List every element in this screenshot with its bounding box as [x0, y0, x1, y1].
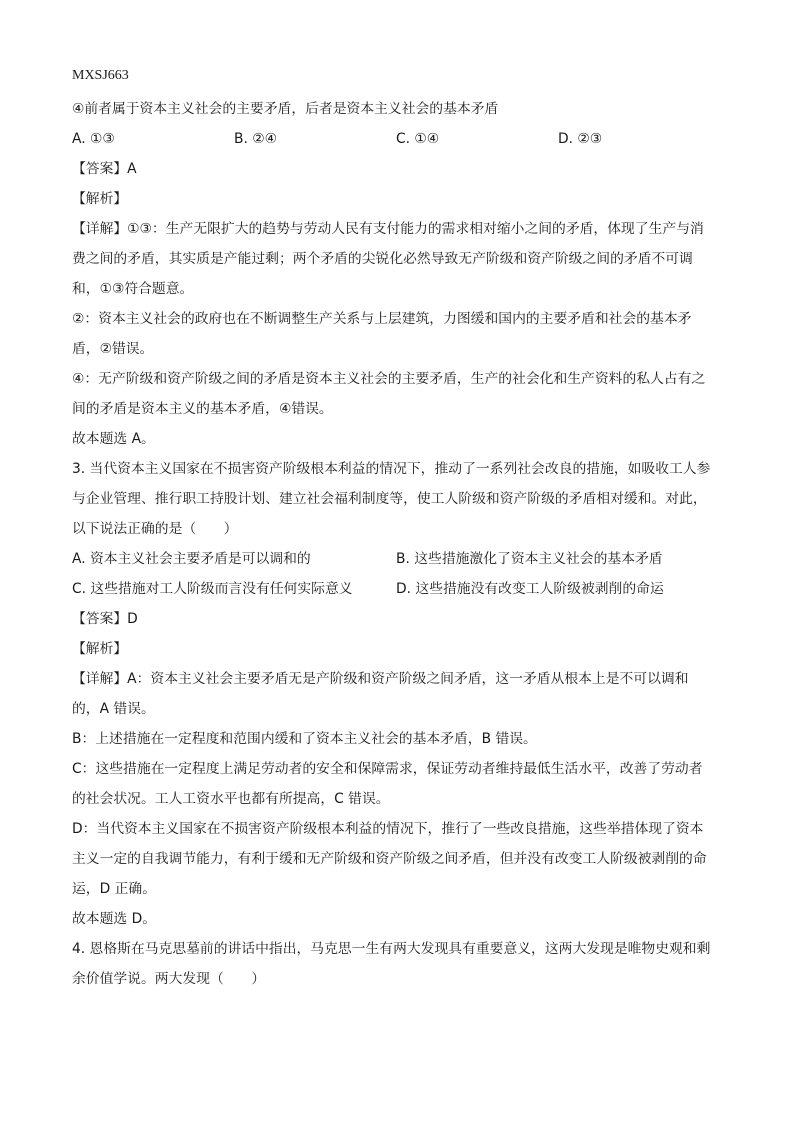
- q2-explanation-line: 和，①③符合题意。: [72, 281, 194, 297]
- q2-explanation-line: 盾，②错误。: [72, 341, 154, 357]
- q3-answer: 【答案】D: [72, 611, 138, 627]
- q2-explanation-line: ②：资本主义社会的政府也在不断调整生产关系与上层建筑，力图缓和国内的主要矛盾和社会的基本矛: [72, 311, 692, 327]
- q2-explanation-line: 间的矛盾是资本主义的基本矛盾，④错误。: [72, 401, 333, 417]
- document-code: MXSJ663: [72, 68, 129, 83]
- q3-explanation-line: 运，D 正确。: [72, 881, 156, 897]
- q2-choices: [72, 124, 722, 154]
- q3-explanation-line: B：上述措施在一定程度和范围内缓和了资本主义社会的基本矛盾，B 错误。: [72, 731, 537, 747]
- q2-option-4: ④前者属于资本主义社会的主要矛盾，后者是资本主义社会的基本矛盾: [72, 101, 499, 117]
- q3-choice-b: B. 这些措施激化了资本主义社会的基本矛盾: [396, 551, 663, 567]
- q3-choices-row-1: [72, 544, 722, 574]
- q3-explanation-line: 的，A 错误。: [72, 701, 155, 717]
- q2-choice-a: A. ①③: [72, 131, 115, 147]
- q2-explanation: [72, 214, 722, 454]
- q3-choices-row-2: [72, 574, 722, 604]
- q3-choice-c: C. 这些措施对工人阶级而言没有任何实际意义: [72, 581, 353, 597]
- q2-explanation-line: 费之间的矛盾，其实质是产能过剩；两个矛盾的尖锐化必然导致无产阶级和资产阶级之间的矛盾不可调: [72, 251, 693, 267]
- q3-analysis-label: 【解析】: [72, 641, 128, 657]
- q2-analysis-label: 【解析】: [72, 191, 128, 207]
- q3-explanation-line: 的社会状况。工人工资水平也都有所提高，C 错误。: [72, 791, 390, 807]
- q3-explanation-line: D：当代资本主义国家在不损害资产阶级根本利益的情况下，推行了一些改良措施，这些举措体现了资本: [72, 821, 704, 837]
- q3-stem-line: 与企业管理、推行职工持股计划、建立社会福利制度等，使工人阶级和资产阶级的矛盾相对缓和。对此，: [72, 491, 707, 507]
- q4-stem-line: 余价值学说。两大发现（ ）: [72, 971, 266, 987]
- q2-choice-d: D. ②③: [558, 131, 603, 147]
- q3-stem-line: 3. 当代资本主义国家在不损害资产阶级根本利益的情况下，推动了一系列社会改良的措施，如吸收工人参: [72, 461, 711, 477]
- q2-choice-b: B. ②④: [234, 131, 277, 147]
- q4-stem: [72, 934, 722, 994]
- q4-stem-line: 4. 恩格斯在马克思墓前的讲话中指出，马克思一生有两大发现具有重要意义，这两大发现是唯物史观和剩: [72, 941, 711, 957]
- q3-choice-d: D. 这些措施没有改变工人阶级被剥削的命运: [396, 581, 664, 597]
- q3-explanation-line: C：这些措施在一定程度上满足劳动者的安全和保障需求，保证劳动者维持最低生活水平，改善了劳动者: [72, 761, 703, 777]
- q2-conclusion: 故本题选 A。: [72, 431, 155, 447]
- q3-explanation-line: 【详解】A：资本主义社会主要矛盾无是产阶级和资产阶级之间矛盾，这一矛盾从根本上是不可以调和: [72, 671, 689, 687]
- q2-answer: 【答案】A: [72, 161, 137, 177]
- q3-choice-a: A. 资本主义社会主要矛盾是可以调和的: [72, 551, 311, 567]
- q3-conclusion: 故本题选 D。: [72, 911, 156, 927]
- q2-explanation-line: 【详解】①③：生产无限扩大的趋势与劳动人民有支付能力的需求相对缩小之间的矛盾，体现了生产与消: [72, 221, 704, 237]
- q2-explanation-line: ④：无产阶级和资产阶级之间的矛盾是资本主义社会的主要矛盾，生产的社会化和生产资料的私人占有之: [72, 371, 706, 387]
- q2-choice-c: C. ①④: [396, 131, 440, 147]
- q3-explanation: [72, 664, 722, 934]
- q3-explanation-line: 主义一定的自我调节能力，有利于缓和无产阶级和资产阶级之间矛盾，但并没有改变工人阶级被剥削的命: [72, 851, 707, 867]
- q3-stem-line: 以下说法正确的是（ ）: [72, 521, 238, 537]
- q3-stem: [72, 454, 722, 544]
